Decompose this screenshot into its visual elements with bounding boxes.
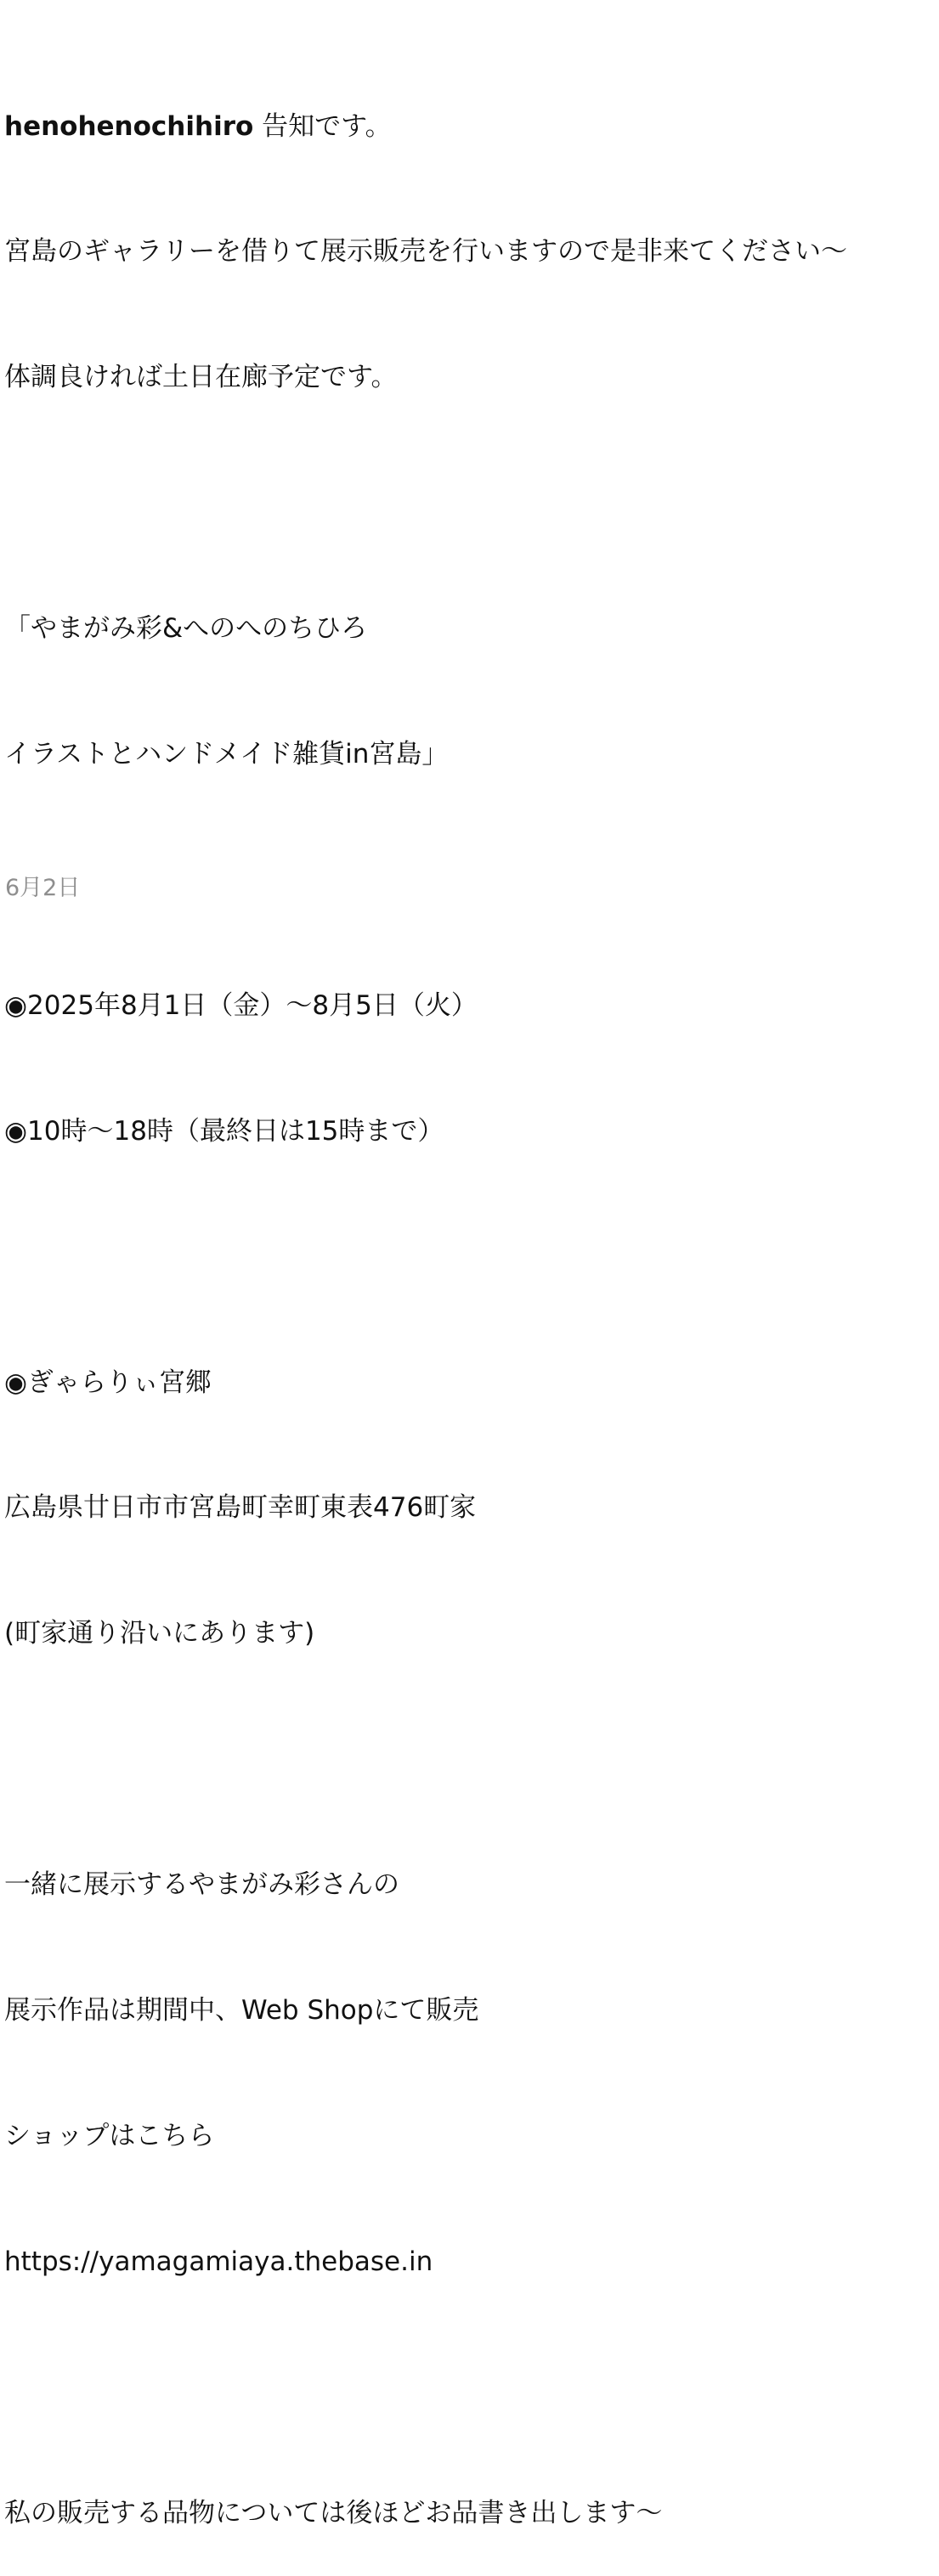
caption-line: 「やまがみ彩&へのへのちひろ: [4, 613, 368, 645]
caption-link[interactable]: https://yamagamiaya.thebase.in: [4, 2246, 433, 2277]
caption-line: (町家通り沿いにあります): [4, 1618, 315, 1649]
caption-blank-line: [4, 2367, 939, 2409]
caption-line: 展示作品は期間中、Web Shopにて販売: [4, 1994, 479, 2026]
post-caption: [4, 22, 939, 2576]
caption-line: 私の販売する品物については後ほどお品書き出します〜: [4, 2497, 663, 2528]
caption-blank-line: [4, 482, 939, 524]
caption-line: ◉2025年8月1日（金）〜8月5日（火）: [4, 989, 478, 1021]
caption-line: ◉ぎゃらりぃ宮郷: [4, 1367, 212, 1398]
caption-blank-line: [4, 1237, 939, 1278]
caption-line: 一緒に展示するやまがみ彩さんの: [4, 1869, 399, 1901]
caption-blank-line: [4, 860, 939, 901]
caption-line: ショップはこちら: [4, 2120, 215, 2151]
caption-text: 告知です。: [262, 110, 392, 142]
caption-line: イラストとハンドメイド雑貨in宮島」: [4, 739, 449, 770]
caption-line: 宮島のギャラリーを借りて展示販売を行いますので是非来てください〜: [4, 236, 847, 268]
caption-blank-line: [4, 1739, 939, 1780]
caption-line: [4, 106, 939, 148]
caption-line: 広島県廿日市市宮島町幸町東表476町家: [4, 1492, 477, 1524]
post-date: 6月2日: [5, 875, 81, 901]
caption-line: ◉10時〜18時（最終日は15時まで）: [4, 1115, 444, 1147]
username-link[interactable]: henohenochihiro: [4, 110, 254, 142]
caption-line: 体調良ければ土日在廊予定です。: [4, 362, 398, 393]
